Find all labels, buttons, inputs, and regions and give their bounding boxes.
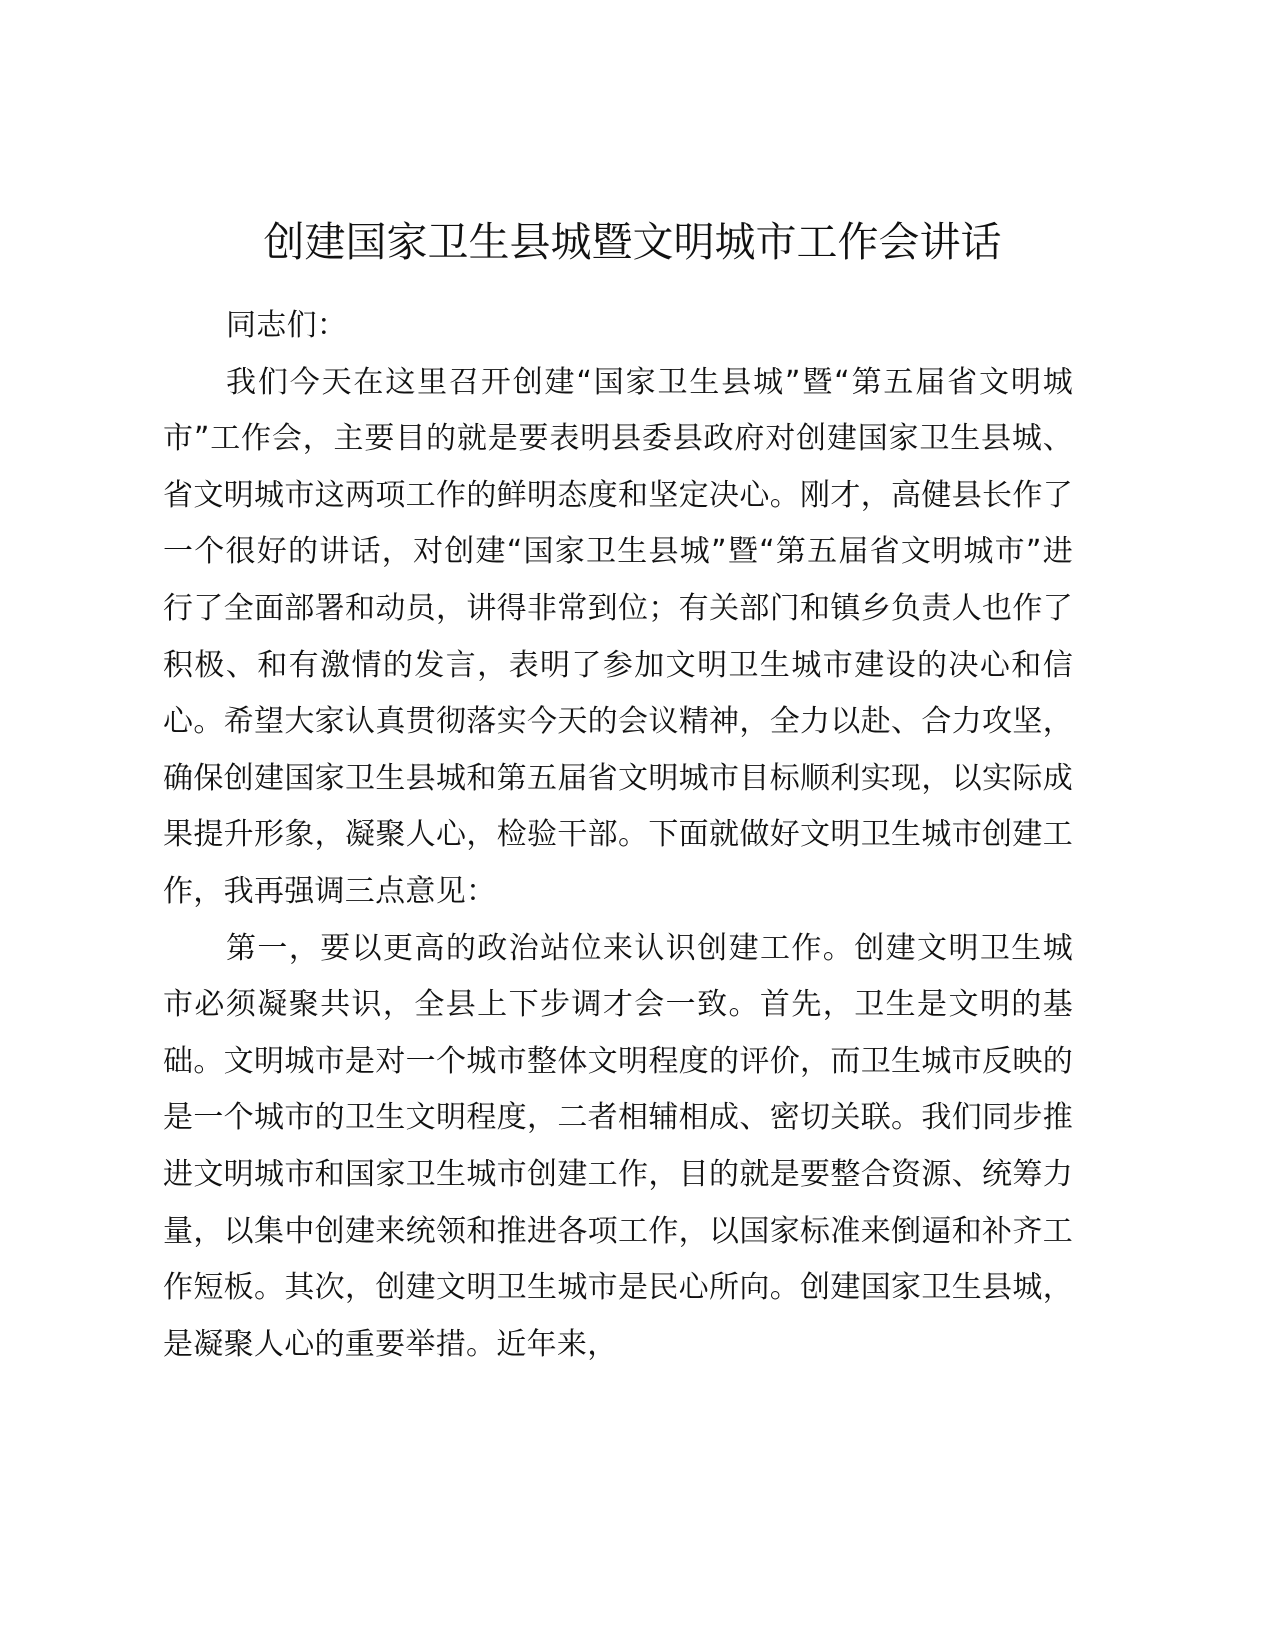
document-body bbox=[163, 298, 1073, 1373]
document-title: 创建国家卫生县城暨文明城市工作会讲话 bbox=[263, 218, 1002, 266]
salutation: 同志们： bbox=[226, 308, 348, 343]
paragraph-first-point: 第一，要以更高的政治站位来认识创建工作。创建文明卫生城市必须凝聚共识，全县上下步调才会一致。首先，卫生是文明的基础。文明城市是对一个城市整体文明程度的评价，而卫生城市反映的是一个城市的卫生文明程度，二者相辅相成、密切关联。我们同步推进文明城市和国家卫生城市创建工作，目的就是要整合资源、统筹力量，以集中创建来统领和推进各项工作，以国家标准来倒逼和补齐工作短板。其次，创建文明卫生城市是民心所向。创建国家卫生县城，是凝聚人心的重要举措。近年来， bbox=[163, 930, 1073, 1362]
paragraph-opening: 我们今天在这里召开创建“国家卫生县城”暨“第五届省文明城市”工作会，主要目的就是要表明县委县政府对创建国家卫生县城、省文明城市这两项工作的鲜明态度和坚定决心。刚才，高健县长作了一个很好的讲话，对创建“国家卫生县城”暨“第五届省文明城市”进行了全面部署和动员，讲得非常到位；有关部门和镇乡负责人也作了积极、和有激情的发言，表明了参加文明卫生城市建设的决心和信心。希望大家认真贯彻落实今天的会议精神，全力以赴、合力攻坚，确保创建国家卫生县城和第五届省文明城市目标顺利实现，以实际成果提升形象，凝聚人心，检验干部。下面就做好文明卫生城市创建工作，我再强调三点意见： bbox=[163, 364, 1073, 909]
